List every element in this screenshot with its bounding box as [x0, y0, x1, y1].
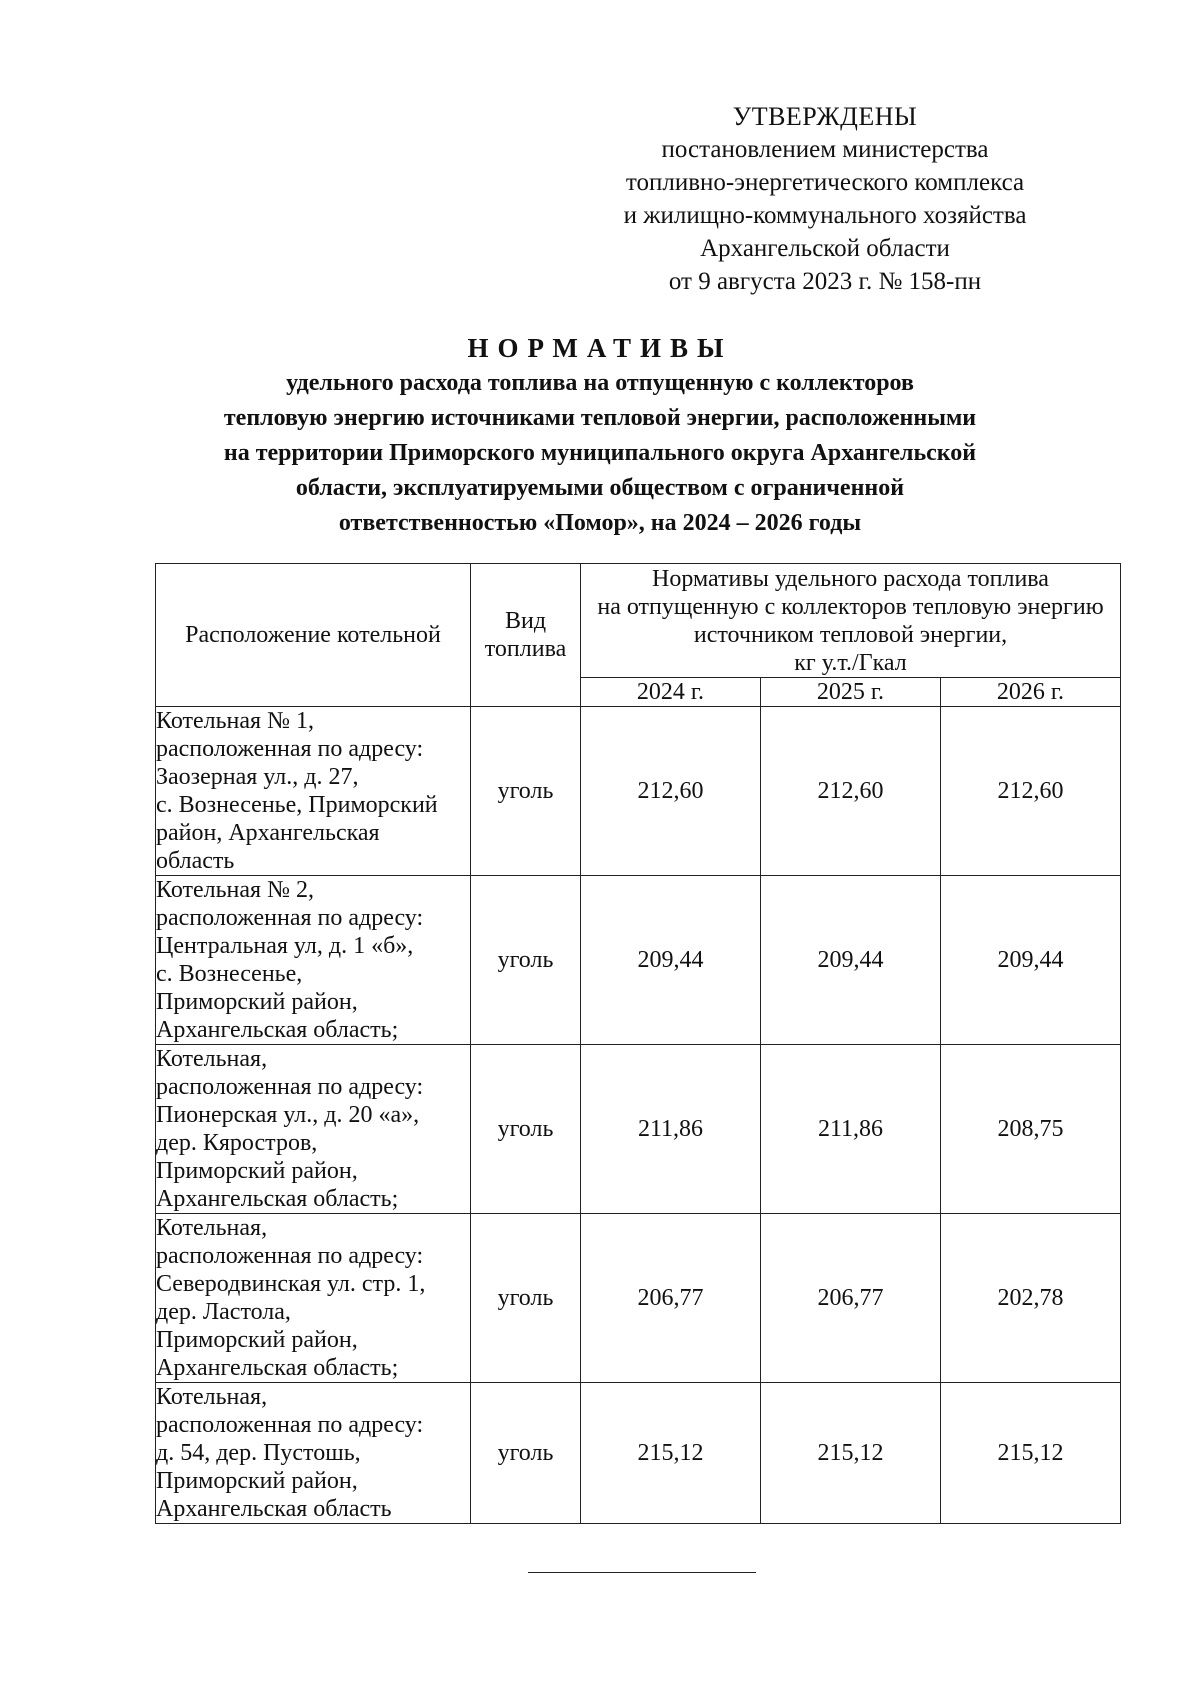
cell-value-2026: 212,60 — [941, 707, 1121, 876]
location-line: Котельная, — [156, 1384, 268, 1410]
location-line: Приморский район, — [156, 989, 358, 1015]
location-line: с. Вознесенье, — [156, 961, 303, 987]
cell-value-2026: 215,12 — [941, 1383, 1121, 1524]
norms-table — [155, 563, 1121, 1524]
location-line: с. Вознесенье, Приморский — [156, 792, 438, 818]
location-line: Архангельская область; — [156, 1186, 399, 1212]
heading-line: удельного расхода топлива на отпущенную с коллекторов — [286, 370, 914, 396]
location-line: Центральная ул, д. 1 «б», — [156, 933, 414, 959]
header-norms-line: кг у.т./Гкал — [794, 649, 907, 676]
cell-location — [156, 707, 471, 876]
table-header-row — [156, 564, 1121, 678]
location-line: Заозерная ул., д. 27, — [156, 764, 359, 790]
location-line: Приморский район, — [156, 1327, 358, 1353]
cell-value-2026: 209,44 — [941, 876, 1121, 1045]
location-line: Архангельская область; — [156, 1017, 399, 1043]
header-year-label: 2024 г. — [636, 679, 705, 705]
cell-value-2025: 211,86 — [761, 1045, 941, 1214]
heading-line: тепловую энергию источниками тепловой энергии, расположенными — [223, 405, 977, 431]
header-location: Расположение котельной — [156, 564, 471, 707]
table-row — [156, 707, 1121, 876]
cell-value-2024: 211,86 — [581, 1045, 761, 1214]
cell-value-2024: 212,60 — [581, 707, 761, 876]
header-norms-line: Нормативы удельного расхода топлива — [652, 565, 1049, 592]
header-year — [941, 678, 1121, 707]
cell-location — [156, 876, 471, 1045]
cell-value-2026: 202,78 — [941, 1214, 1121, 1383]
cell-value-2025: 212,60 — [761, 707, 941, 876]
heading-line: ответственностью «Помор», на 2024 – 2026 годы — [338, 510, 862, 536]
location-line: дер. Кяростров, — [156, 1130, 318, 1156]
cell-value-2024: 215,12 — [581, 1383, 761, 1524]
table-row — [156, 876, 1121, 1045]
header-norms-line: на отпущенную с коллекторов тепловую энергию — [597, 593, 1104, 620]
approval-line: Архангельской области — [700, 235, 950, 262]
cell-value-2024: 206,77 — [581, 1214, 761, 1383]
location-line: Пионерская ул., д. 20 «а», — [156, 1102, 420, 1128]
table-row — [156, 1045, 1121, 1214]
cell-value-2024: 209,44 — [581, 876, 761, 1045]
approval-title: УТВЕРЖДЕНЫ — [732, 102, 918, 131]
cell-location — [156, 1214, 471, 1383]
document-heading — [150, 330, 1050, 541]
location-line: расположенная по адресу: — [156, 905, 424, 931]
location-line: Архангельская область — [156, 1496, 392, 1522]
header-fuel-line: топлива — [484, 636, 567, 662]
cell-fuel: уголь — [471, 1214, 581, 1383]
header-fuel — [471, 564, 581, 707]
heading-line: области, эксплуатируемыми обществом с ограниченной — [295, 475, 905, 501]
location-line: область — [156, 848, 235, 874]
location-line: Приморский район, — [156, 1468, 358, 1494]
approval-line: и жилищно-коммунального хозяйства — [623, 202, 1027, 229]
cell-fuel: уголь — [471, 876, 581, 1045]
approval-line: топливно-энергетического комплекса — [625, 169, 1025, 196]
cell-fuel: уголь — [471, 1383, 581, 1524]
location-line: расположенная по адресу: — [156, 1412, 424, 1438]
cell-value-2025: 206,77 — [761, 1214, 941, 1383]
header-norms — [581, 564, 1121, 678]
header-fuel-line: Вид — [504, 608, 547, 634]
cell-location — [156, 1383, 471, 1524]
cell-fuel: уголь — [471, 707, 581, 876]
location-line: д. 54, дер. Пустошь, — [156, 1440, 361, 1466]
location-line: расположенная по адресу: — [156, 1243, 424, 1269]
location-line: Котельная № 1, — [156, 708, 314, 734]
location-line: Котельная, — [156, 1215, 268, 1241]
header-year-label: 2025 г. — [816, 679, 885, 705]
heading-title: НОРМАТИВЫ — [467, 333, 733, 363]
cell-fuel: уголь — [471, 1045, 581, 1214]
location-line: Котельная, — [156, 1046, 268, 1072]
cell-value-2025: 209,44 — [761, 876, 941, 1045]
approval-block — [560, 100, 1090, 298]
table-row — [156, 1383, 1121, 1524]
approval-line: от 9 августа 2023 г. № 158-пн — [668, 268, 982, 295]
closing-divider — [528, 1572, 756, 1573]
header-year — [581, 678, 761, 707]
approval-line: постановлением министерства — [661, 136, 989, 163]
location-line: Приморский район, — [156, 1158, 358, 1184]
header-year-label: 2026 г. — [996, 679, 1065, 705]
cell-location — [156, 1045, 471, 1214]
location-line: Котельная № 2, — [156, 877, 314, 903]
heading-line: на территории Приморского муниципального округа Архангельской — [223, 440, 977, 466]
location-line: дер. Ластола, — [156, 1299, 291, 1325]
header-year — [761, 678, 941, 707]
table-row — [156, 1214, 1121, 1383]
location-line: Архангельская область; — [156, 1355, 399, 1381]
header-norms-line: источником тепловой энергии, — [693, 621, 1008, 648]
location-line: расположенная по адресу: — [156, 1074, 424, 1100]
location-line: район, Архангельская — [156, 820, 380, 846]
cell-value-2026: 208,75 — [941, 1045, 1121, 1214]
cell-value-2025: 215,12 — [761, 1383, 941, 1524]
location-line: Северодвинская ул. стр. 1, — [156, 1271, 426, 1297]
location-line: расположенная по адресу: — [156, 736, 424, 762]
